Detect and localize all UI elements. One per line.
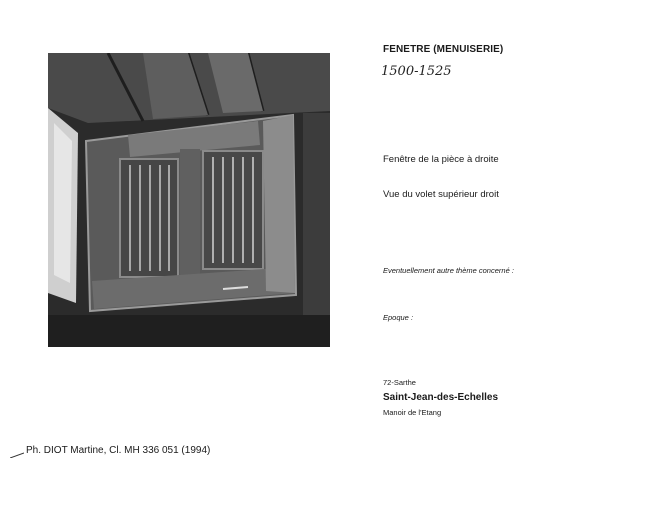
shutter-photo: [48, 53, 330, 347]
commune-name: Saint-Jean-des-Echelles: [383, 392, 499, 403]
caption-view: Vue du volet supérieur droit: [383, 189, 499, 200]
record-title: FENETRE (MENUISERIE): [383, 44, 504, 55]
caption-location: Fenêtre de la pièce à droite: [383, 154, 499, 165]
pen-mark-icon: [10, 452, 24, 458]
departement-label: 72-Sarthe: [383, 378, 416, 387]
epoque-label: Epoque :: [383, 313, 414, 322]
photo-credit: Ph. DIOT Martine, Cl. MH 336 051 (1994): [26, 445, 211, 456]
handwritten-date: 1500-1525: [381, 64, 452, 79]
theme-label: Eventuellement autre thème concerné :: [383, 266, 514, 275]
photograph: [48, 53, 330, 347]
edifice-name: Manoir de l'Etang: [383, 408, 442, 417]
